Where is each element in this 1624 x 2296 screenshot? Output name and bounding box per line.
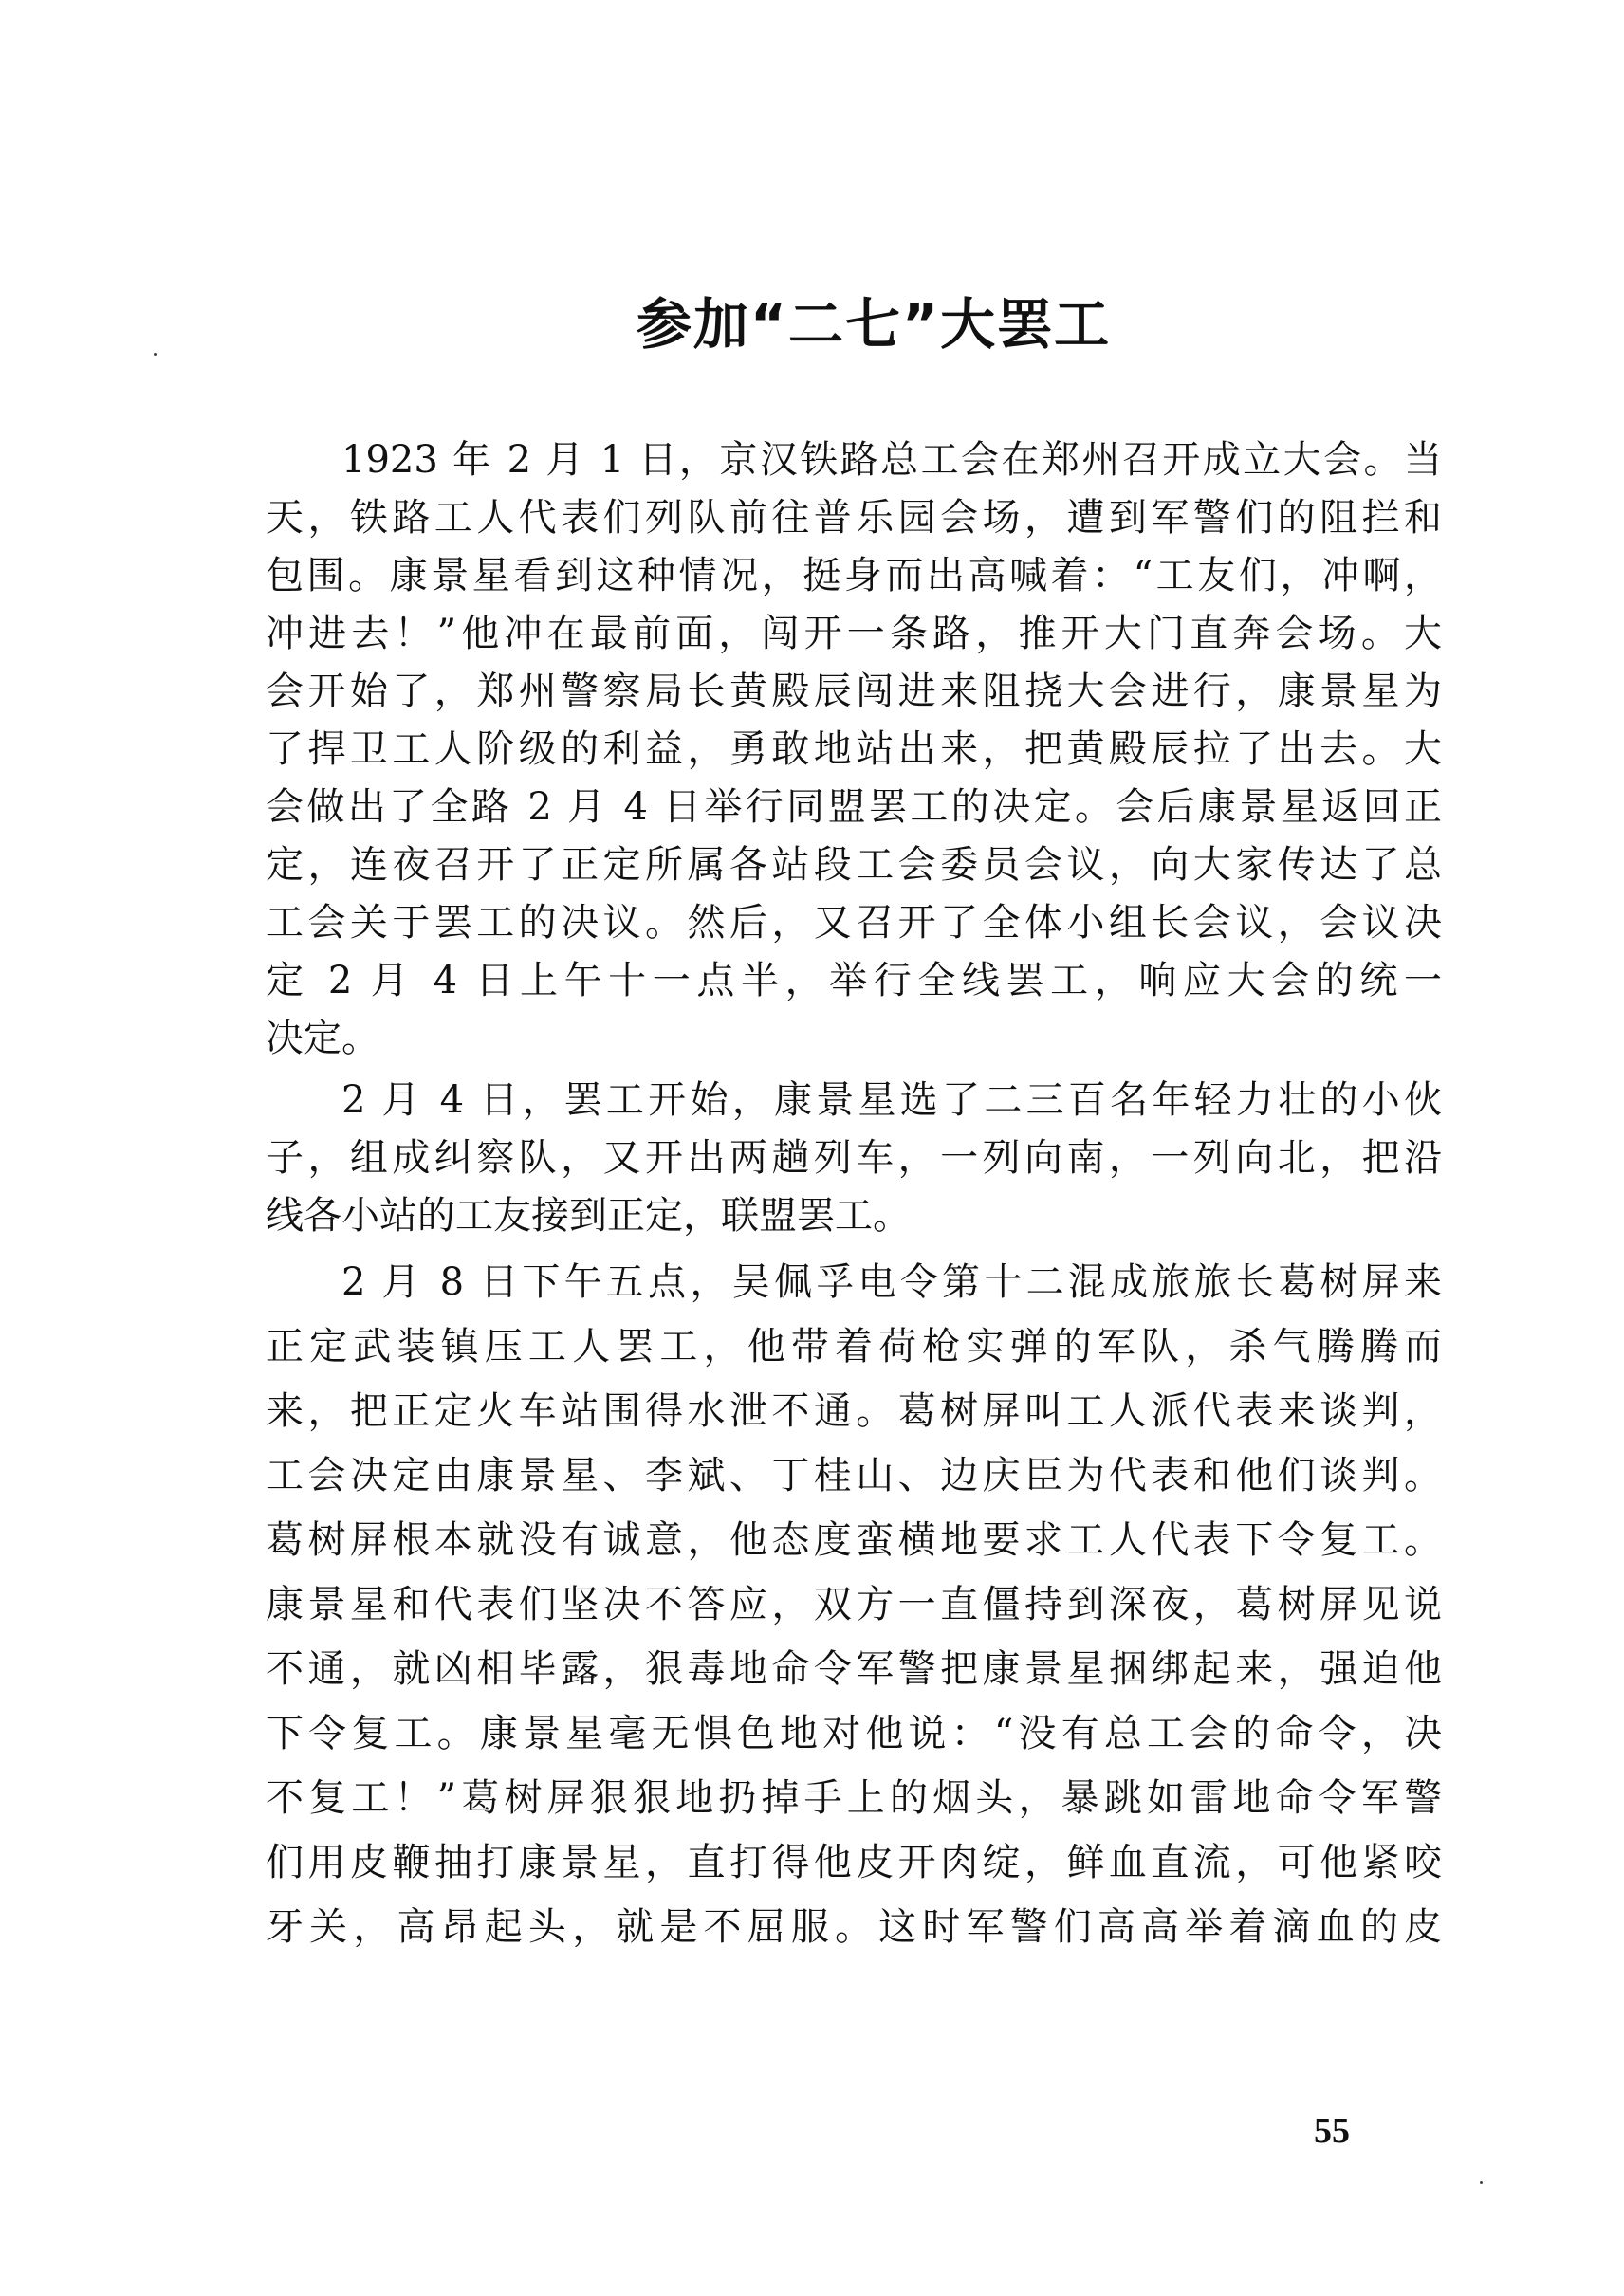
text-line: 会做出了全路 2 月 4 日举行同盟罢工的决定。会后康景星返回正	[266, 785, 1442, 829]
text-line: 2 月 4 日，罢工开始，康景星选了二三百名年轻力壮的小伙	[341, 1078, 1442, 1122]
text-line: 工会关于罢工的决议。然后，又召开了全体小组长会议，会议决	[266, 901, 1442, 945]
text-line: 牙关，高昂起头，就是不屈服。这时军警们高高举着滴血的皮	[266, 1905, 1442, 1949]
scan-speck	[1480, 2181, 1483, 2184]
text-line: 1923 年 2 月 1 日，京汉铁路总工会在郑州召开成立大会。当	[341, 438, 1442, 482]
text-line: 来，把正定火车站围得水泄不通。葛树屏叫工人派代表来谈判，	[266, 1389, 1442, 1433]
text-line: 2 月 8 日下午五点，吴佩孚电令第十二混成旅旅长葛树屏来	[341, 1260, 1442, 1304]
text-line: 们用皮鞭抽打康景星，直打得他皮开肉绽，鲜血直流，可他紧咬	[266, 1841, 1442, 1884]
text-line: 包围。康景星看到这种情况，挺身而出高喊着：“工友们，冲啊，	[266, 554, 1442, 597]
text-line: 了捍卫工人阶级的利益，勇敢地站出来，把黄殿辰拉了出去。大	[266, 727, 1442, 771]
text-line: 线各小站的工友接到正定，联盟罢工。	[266, 1194, 911, 1238]
text-line: 会开始了，郑州警察局长黄殿辰闯进来阻挠大会进行，康景星为	[266, 670, 1442, 713]
text-line: 不复工！”葛树屏狠狠地扔掉手上的烟头，暴跳如雷地命令军警	[266, 1776, 1442, 1820]
text-line: 定 2 月 4 日上午十一点半，举行全线罢工，响应大会的统一	[266, 959, 1442, 1002]
text-line: 正定武装镇压工人罢工，他带着荷枪实弹的军队，杀气腾腾而	[266, 1325, 1442, 1368]
text-line: 子，组成纠察队，又开出两趟列车，一列向南，一列向北，把沿	[266, 1136, 1442, 1180]
text-line: 定，连夜召开了正定所属各站段工会委员会议，向大家传达了总	[266, 843, 1442, 887]
page-title: 参加“二七”大罢工	[636, 292, 1112, 357]
text-line: 葛树屏根本就没有诚意，他态度蛮横地要求工人代表下令复工。	[266, 1518, 1442, 1562]
text-line: 不通，就凶相毕露，狠毒地命令军警把康景星捆绑起来，强迫他	[266, 1647, 1442, 1691]
text-line: 决定。	[266, 1017, 379, 1060]
text-line: 冲进去！”他冲在最前面，闯开一条路，推开大门直奔会场。大	[266, 612, 1442, 655]
text-line: 下令复工。康景星毫无惧色地对他说：“没有总工会的命令，决	[266, 1712, 1442, 1755]
page-number: 55	[1314, 2111, 1350, 2151]
text-line: 天，铁路工人代表们列队前往普乐园会场，遭到军警们的阻拦和	[266, 496, 1442, 540]
text-line: 康景星和代表们坚决不答应，双方一直僵持到深夜，葛树屏见说	[266, 1583, 1442, 1626]
text-line: 工会决定由康景星、李斌、丁桂山、边庆臣为代表和他们谈判。	[266, 1454, 1442, 1497]
scan-speck	[154, 353, 157, 356]
